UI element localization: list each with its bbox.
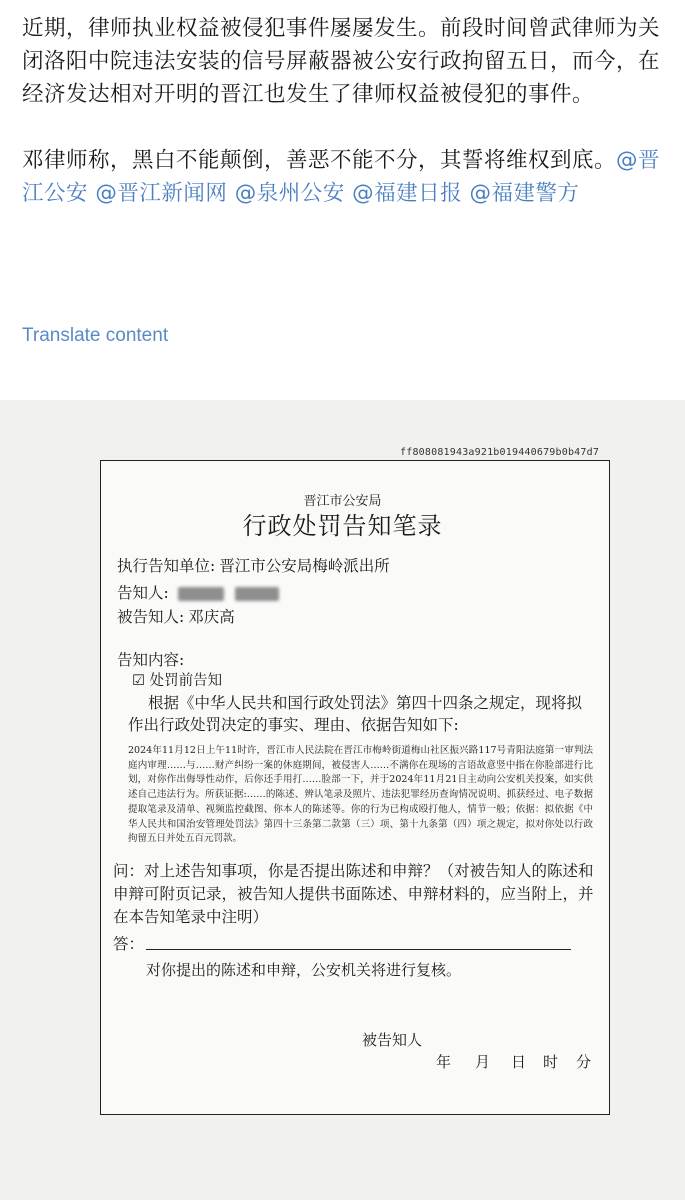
mention-fujian-daily[interactable]: @福建日报 [352, 181, 463, 206]
field-notified-person [117, 605, 235, 627]
mention-fujian-police[interactable]: @福建警方 [469, 181, 580, 206]
post-paragraph-2-text: 邓律师称，黑白不能颠倒，善恶不能不分，其誓将维权到底。 [22, 148, 617, 173]
statement-question: 问：对上述告知事项，你是否提出陈述和申辩？（对被告知人的陈述和申辩可附页记录，被告知人提供书面陈述、申辩材料的，应当附上，并在本告知笔录中注明） [113, 862, 594, 926]
answer-label: 答： [113, 935, 145, 953]
notice-content-label: 告知内容: [117, 651, 185, 669]
date-month-label: 月 [475, 1053, 491, 1071]
date-minute-label: 分 [576, 1053, 592, 1071]
post-text [22, 12, 667, 210]
date-hour-label: 时 [543, 1053, 559, 1071]
answer-line [146, 949, 571, 950]
field-executing-unit [117, 554, 390, 576]
field-notifier-label: 告知人: [117, 584, 169, 602]
field-notifier [117, 581, 279, 603]
field-executing-unit-value: 晋江市公安局梅岭派出所 [219, 557, 390, 575]
redacted-name-1 [178, 587, 224, 601]
translate-content-link[interactable]: Translate content [22, 325, 169, 346]
field-executing-unit-label: 执行告知单位: [117, 557, 216, 575]
signature-label: 被告知人 [362, 1031, 423, 1049]
mention-jinjiang-police[interactable]: @晋江公安 [22, 148, 661, 206]
pre-penalty-notice-checkbox: ☑ 处罚前告知 [132, 673, 223, 689]
mention-jinjiang-news[interactable]: @晋江新闻网 [95, 181, 228, 206]
document-agency: 晋江市公安局 [303, 494, 382, 509]
mention-quanzhou-police[interactable]: @泉州公安 [234, 181, 345, 206]
post-paragraph-2 [22, 144, 667, 210]
legal-basis-lead: 根据《中华人民共和国行政处罚法》第四十四条之规定，现将拟作出行政处罚决定的事实、理由、依据告知如下: [128, 694, 583, 734]
date-year-label: 年 [436, 1053, 452, 1071]
field-notified-person-value: 邓庆高 [188, 608, 235, 626]
redacted-name-2 [235, 587, 279, 601]
post-paragraph-1: 近期，律师执业权益被侵犯事件屡屡发生。前段时间曾武律师为关闭洛阳中院违法安装的信号屏蔽器被公安行政拘留五日，而今，在经济发达相对开明的晋江也发生了律师权益被侵犯的事件。 [22, 16, 661, 107]
field-notified-person-label: 被告知人: [117, 608, 185, 626]
date-day-label: 日 [511, 1053, 527, 1071]
review-note: 对你提出的陈述和申辩，公安机关将进行复核。 [146, 961, 462, 979]
facts-small-print: 2024年11月12日上午11时许，晋江市人民法院在晋江市梅岭街道梅山社区振兴路117号青阳法庭第一审判法庭内审理……与……财产纠纷一案的休庭期间，被侵害人……不满你在现场的言语故意竖中指在你脸部进行比划，对你作出侮辱性动作，后你还手用打……脸部一下，并于2024年11月21日主动向公安机关投案，如实供述自己违法行为。所获证据:……的陈述、辨认笔录及照片、违法犯罪经历查询情况说明、抓获经过、电子数据提取笔录及清单、视频监控截图、你本人的陈述等。你的行为已构成殴打他人，情节一般；依据：拟依据《中华人民共和国治安管理处罚法》第四十三条第二款第（三）项、第十九条第（四）项之规定，拟对你处以行政拘留五日并处五百元罚款。 [128, 745, 593, 845]
document-id: ff808081943a921b019440679b0b47d7 [400, 447, 600, 458]
document-title: 行政处罚告知笔录 [242, 512, 443, 540]
